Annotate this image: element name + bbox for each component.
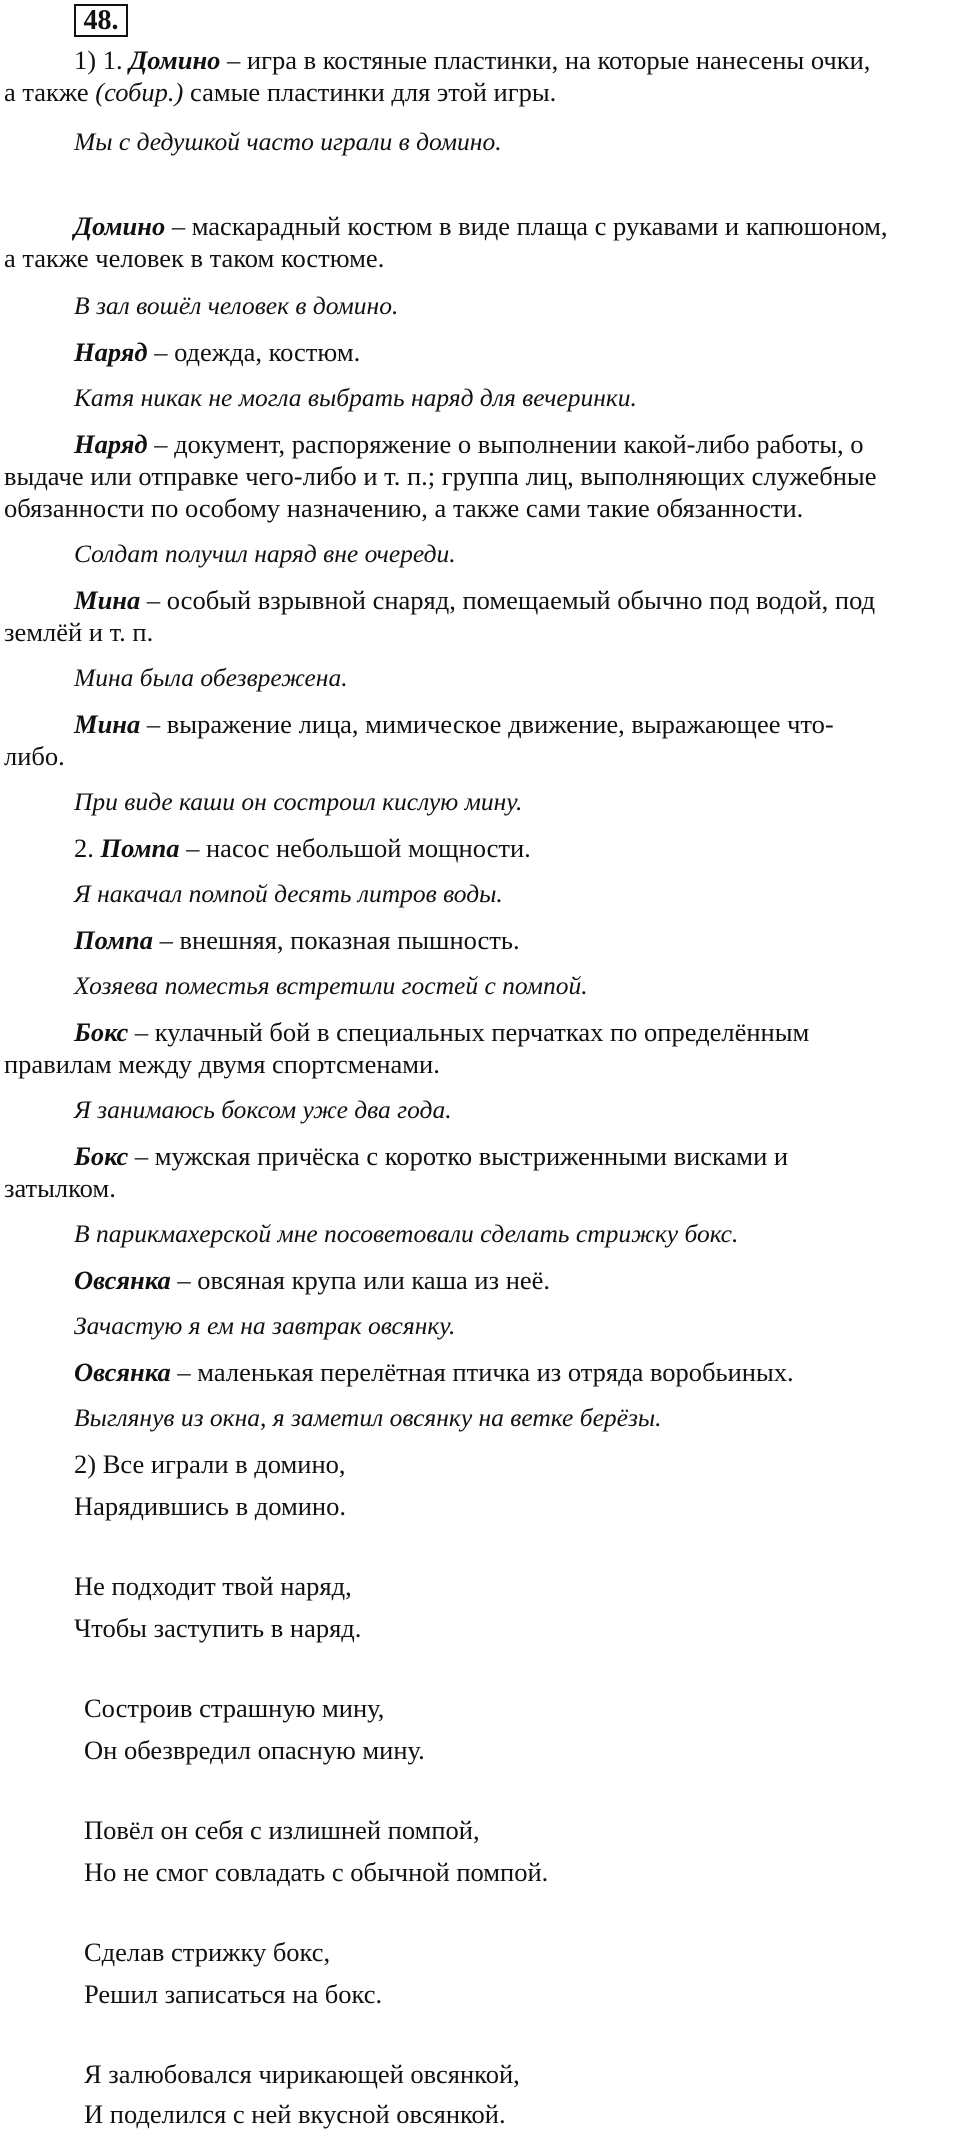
section-intro: 1) 1. bbox=[74, 45, 123, 75]
definition-line bbox=[74, 1356, 794, 1388]
example-sentence: Хозяева поместья встретили гостей с помпой. bbox=[74, 971, 588, 1000]
example-sentence: Я занимаюсь боксом уже два года. bbox=[74, 1095, 452, 1124]
couplet-line: Нарядившись в домино. bbox=[74, 1491, 346, 1521]
definition-line bbox=[74, 44, 870, 76]
definition-line bbox=[74, 210, 888, 242]
term: Мина bbox=[74, 709, 141, 739]
term: Наряд bbox=[74, 337, 148, 367]
definition-text: – внешняя, показная пышность. bbox=[153, 925, 520, 955]
definition-text: – маскарадный костюм в виде плаща с рукавами и капюшоном, bbox=[165, 211, 888, 241]
couplet-line: 2) Все играли в домино, bbox=[74, 1449, 346, 1479]
sub-number: 2. bbox=[74, 833, 101, 863]
definition-line bbox=[74, 1016, 809, 1048]
definition-text: – маленькая перелётная птичка из отряда воробьиных. bbox=[170, 1357, 794, 1387]
example-sentence: Катя никак не могла выбрать наряд для вечеринки. bbox=[74, 383, 637, 412]
definition-line bbox=[74, 924, 520, 956]
definition-line bbox=[74, 1140, 788, 1172]
example-sentence: При виде каши он состроил кислую мину. bbox=[74, 787, 523, 816]
couplet-line: Чтобы заступить в наряд. bbox=[74, 1613, 362, 1643]
definition-line: затылком. bbox=[4, 1173, 116, 1203]
couplet-line: Повёл он себя с излишней помпой, bbox=[84, 1815, 480, 1845]
definition-line bbox=[74, 584, 875, 616]
definition-line bbox=[74, 428, 864, 460]
couplet-line: И поделился с ней вкусной овсянкой. bbox=[84, 2099, 506, 2129]
definition-text: – игра в костяные пластинки, на которые нанесены очки, bbox=[220, 45, 871, 75]
definition-text: – одежда, костюм. bbox=[147, 337, 361, 367]
definition-line bbox=[74, 832, 531, 864]
example-sentence: Солдат получил наряд вне очереди. bbox=[74, 539, 456, 568]
couplet-line: Не подходит твой наряд, bbox=[74, 1571, 352, 1601]
example-sentence: В парикмахерской мне посоветовали сделать стрижку бокс. bbox=[74, 1219, 739, 1248]
definition-text: – насос небольшой мощности. bbox=[179, 833, 531, 863]
definition-line: выдаче или отправке чего-либо и т. п.; группа лиц, выполняющих служебные bbox=[4, 461, 877, 491]
definition-line bbox=[74, 1264, 550, 1296]
term: Помпа bbox=[74, 925, 153, 955]
term: Овсянка bbox=[74, 1265, 171, 1295]
definition-text: – выражение лица, мимическое движение, выражающее что- bbox=[140, 709, 834, 739]
definition-line bbox=[4, 76, 556, 108]
example-sentence: Выглянув из окна, я заметил овсянку на ветке берёзы. bbox=[74, 1403, 662, 1432]
term: Домино bbox=[74, 211, 166, 241]
definition-line: обязанности по особому назначению, а также сами такие обязанности. bbox=[4, 493, 804, 523]
definition-line: правилам между двумя спортсменами. bbox=[4, 1049, 440, 1079]
couplet-line: Но не смог совладать с обычной помпой. bbox=[84, 1857, 549, 1887]
definition-text: – особый взрывной снаряд, помещаемый обычно под водой, под bbox=[140, 585, 876, 615]
definition-line: а также человек в таком костюме. bbox=[4, 243, 385, 273]
example-sentence: Мина была обезврежена. bbox=[74, 663, 348, 692]
definition-text: самые пластинки для этой игры. bbox=[183, 77, 557, 107]
definition-text: – кулачный бой в специальных перчатках по определённым bbox=[128, 1017, 810, 1047]
definition-line bbox=[74, 336, 360, 368]
term: Домино bbox=[129, 45, 221, 75]
example-sentence: Я накачал помпой десять литров воды. bbox=[74, 879, 503, 908]
definition-line bbox=[74, 708, 834, 740]
term: Мина bbox=[74, 585, 141, 615]
term: Овсянка bbox=[74, 1357, 171, 1387]
definition-line: землёй и т. п. bbox=[4, 617, 154, 647]
couplet-line: Состроив страшную мину, bbox=[84, 1693, 385, 1723]
example-sentence: В зал вошёл человек в домино. bbox=[74, 291, 399, 320]
definition-text: – мужская причёска с коротко выстриженными висками и bbox=[128, 1141, 789, 1171]
couplet-line: Сделав стрижку бокс, bbox=[84, 1937, 331, 1967]
term: Бокс bbox=[74, 1017, 129, 1047]
definition-text: – овсяная крупа или каша из неё. bbox=[170, 1265, 551, 1295]
couplet-line: Решил записаться на бокс. bbox=[84, 1979, 383, 2009]
definition-line: либо. bbox=[4, 741, 65, 771]
definition-text: – документ, распоряжение о выполнении какой-либо работы, о bbox=[147, 429, 864, 459]
definition-text: а также bbox=[4, 77, 96, 107]
term: Помпа bbox=[100, 833, 180, 863]
example-sentence: Мы с дедушкой часто играли в домино. bbox=[74, 127, 502, 156]
exercise-number: 48. bbox=[74, 4, 128, 37]
term: Бокс bbox=[74, 1141, 129, 1171]
grammar-note: (собир.) bbox=[95, 77, 184, 107]
example-sentence: Зачастую я ем на завтрак овсянку. bbox=[74, 1311, 456, 1340]
term: Наряд bbox=[74, 429, 148, 459]
couplet-line: Он обезвредил опасную мину. bbox=[84, 1735, 425, 1765]
couplet-line: Я залюбовался чирикающей овсянкой, bbox=[84, 2059, 520, 2089]
